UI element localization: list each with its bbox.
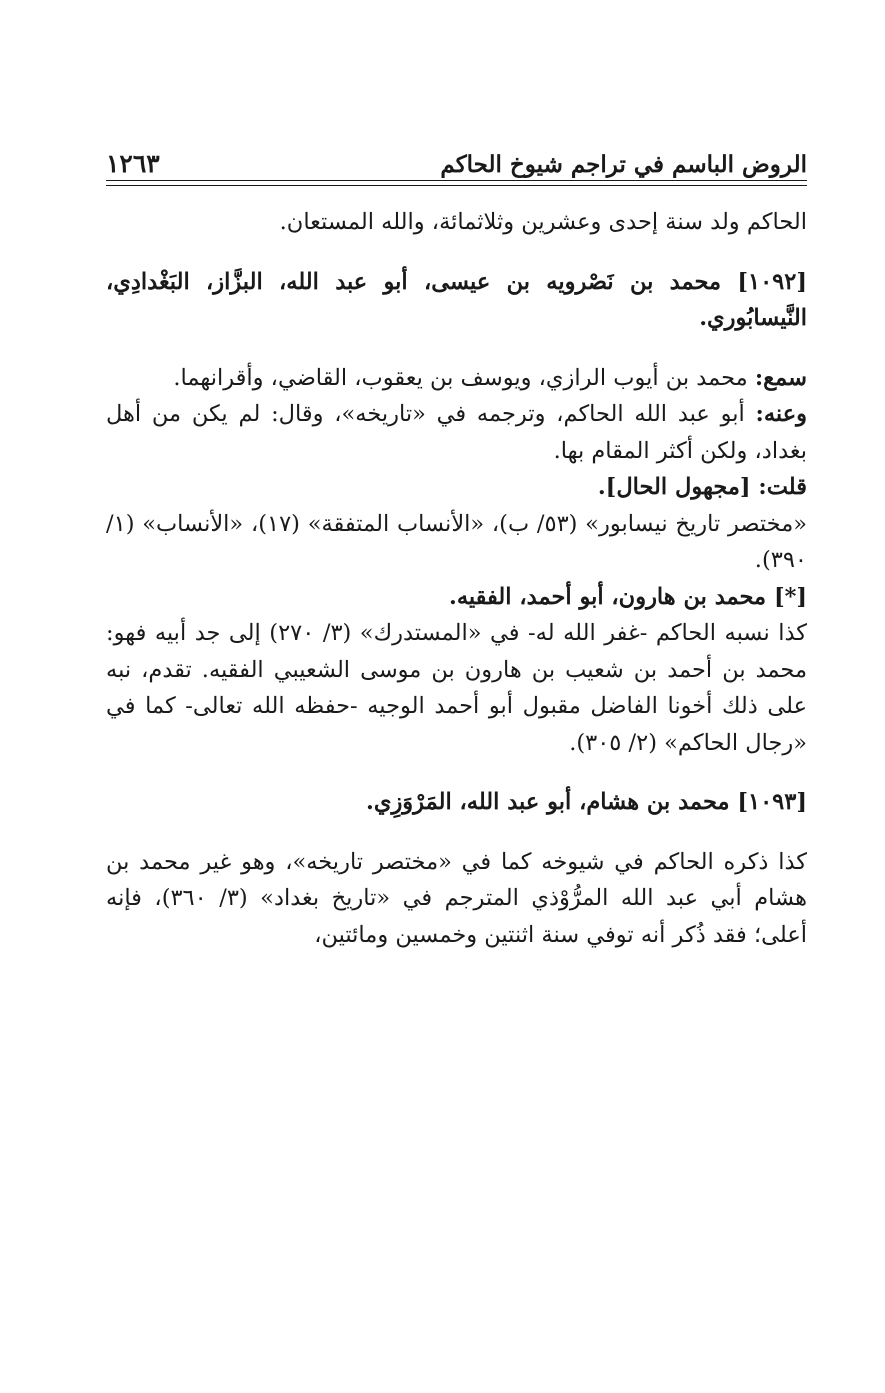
running-header xyxy=(106,138,807,178)
entry-star-text: كذا نسبه الحاكم -غفر الله له- في «المستدرك» (٣/ ٢٧٠) إلى جد أبيه فهو: محمد بن أحمد بن شعيب بن هارون بن موسى الشعيبي الفقيه. تقدم، نبه على ذلك أخونا الفاضل مقبول أبو أحمد الوجيه -حفظه الله تعالى- كما في «رجال الحاكم» (٢/ ٣٠٥). xyxy=(106,620,808,756)
students-label: وعنه: xyxy=(755,401,807,427)
page-number: ١٢٦٣ xyxy=(106,149,160,178)
students-text: أبو عبد الله الحاكم، وترجمه في «تاريخه»، وقال: لم يكن من أهل بغداد، ولكن أكثر المقام بها. xyxy=(106,401,807,464)
entry-1092-heading: [١٠٩٢] محمد بن نَصْرويه بن عيسى، أبو عبد الله، البزَّاز، البَغْدادِي، النَّيسابُوري. xyxy=(106,268,807,331)
entry-1092-verdict: قلت: [مجهول الحال]. xyxy=(597,474,807,500)
entry-1093-heading: [١٠٩٣] محمد بن هشام، أبو عبد الله، المَرْوَزِي. xyxy=(366,789,807,815)
entry-1092-references: «مختصر تاريخ نيسابور» (٥٣/ ب)، «الأنساب المتفقة» (١٧)، «الأنساب» (١/ ٣٩٠). xyxy=(106,510,808,573)
entry-1092-students xyxy=(106,396,807,469)
continuation-paragraph: الحاكم ولد سنة إحدى وعشرين وثلاثمائة، والله المستعان. xyxy=(279,209,807,235)
book-title: الروض الباسم في تراجم شيوخ الحاكم xyxy=(440,151,807,178)
entry-1092-teachers xyxy=(106,360,807,397)
header-rule-thin xyxy=(106,185,807,186)
entry-star-heading: [*] محمد بن هارون، أبو أحمد، الفقيه. xyxy=(448,583,807,610)
teachers-text: محمد بن أيوب الرازي، ويوسف بن يعقوب، القاضي، وأقرانهما. xyxy=(173,364,748,391)
page-body xyxy=(106,204,807,953)
entry-1093-text: كذا ذكره الحاكم في شيوخه كما في «مختصر تاريخه»، وهو غير محمد بن هشام أبي عبد الله المرُّوْذي المترجم في «تاريخ بغداد» (٣/ ٣٦٠)، فإنه أعلى؛ فقد ذُكر أنه توفي سنة اثنتين وخمسين ومائتين، xyxy=(106,848,807,948)
header-rule xyxy=(106,180,807,181)
teachers-label: سمع: xyxy=(754,364,807,391)
